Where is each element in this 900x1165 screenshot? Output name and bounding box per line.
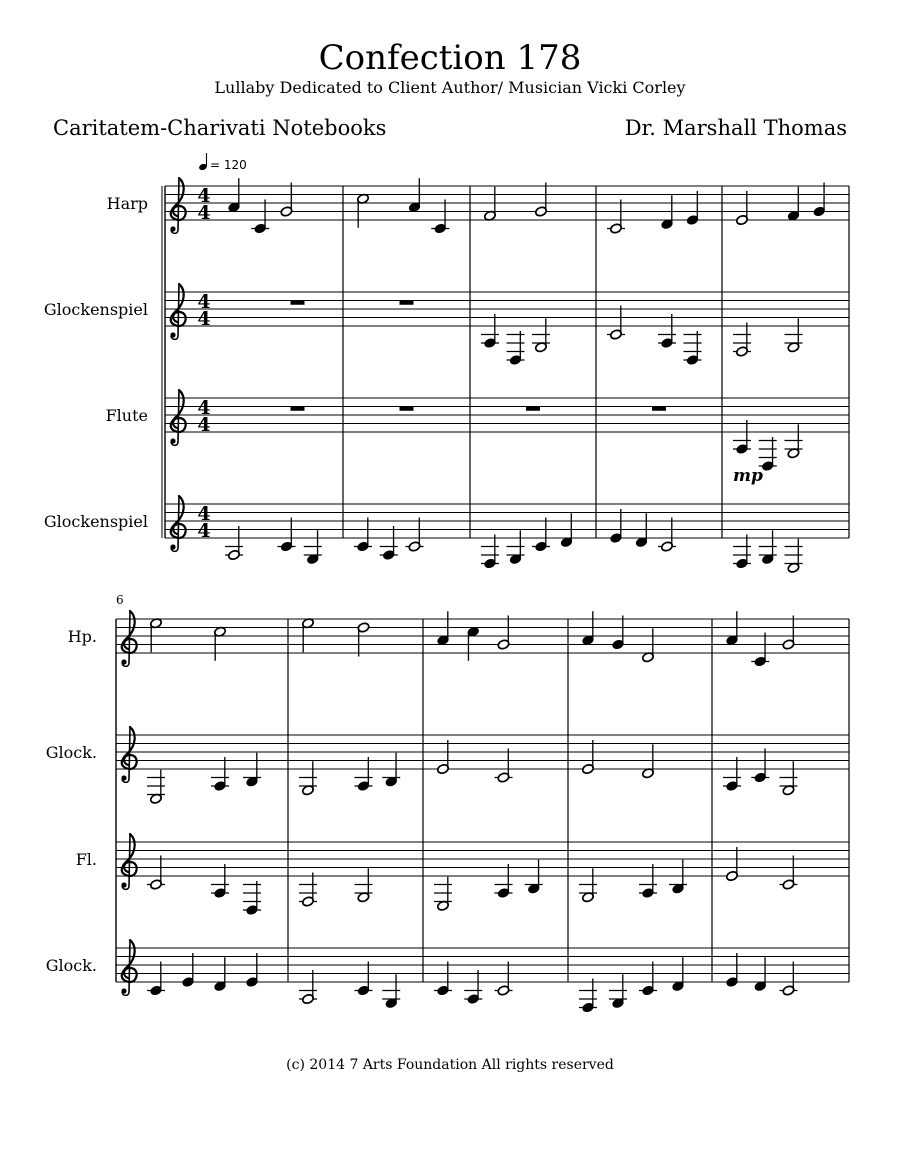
half-note xyxy=(780,761,798,796)
quarter-note xyxy=(733,535,751,570)
half-note xyxy=(299,761,317,796)
half-note xyxy=(579,868,597,903)
quarter-note xyxy=(228,178,241,213)
quarter-note xyxy=(525,860,543,895)
quarter-note xyxy=(610,509,623,544)
time-signature-top: 4 xyxy=(197,291,211,313)
whole-rest xyxy=(291,407,305,411)
time-signature-bottom: 4 xyxy=(197,308,211,330)
publisher-label: Caritatem-Charivati Notebooks xyxy=(53,116,387,140)
half-note xyxy=(642,628,655,663)
quarter-note xyxy=(672,957,685,992)
quarter-note xyxy=(579,979,597,1014)
half-note xyxy=(495,962,513,997)
quarter-note xyxy=(211,864,229,899)
quarter-note xyxy=(639,962,657,997)
half-note xyxy=(607,306,625,341)
quarter-note xyxy=(211,757,229,792)
quarter-note xyxy=(635,513,648,548)
quarter-note xyxy=(182,953,195,988)
half-note xyxy=(785,539,803,574)
quarter-note xyxy=(684,331,702,366)
quarter-note xyxy=(759,530,777,565)
quarter-note xyxy=(251,200,269,235)
quarter-note xyxy=(507,331,525,366)
instrument-name: Glockenspiel xyxy=(43,512,148,531)
half-note xyxy=(497,616,510,651)
time-signature-bottom: 4 xyxy=(197,414,211,436)
quarter-note xyxy=(147,962,165,997)
half-note xyxy=(532,318,550,353)
half-note xyxy=(495,749,513,784)
half-note xyxy=(357,622,370,657)
instrument-name: Glockenspiel xyxy=(43,300,148,319)
quarter-note xyxy=(434,962,452,997)
dynamic-mark: mp xyxy=(733,466,763,486)
quarter-note xyxy=(467,626,480,661)
whole-rest xyxy=(291,301,305,305)
quarter-note xyxy=(639,864,657,899)
quarter-note xyxy=(304,530,322,565)
half-note xyxy=(780,856,798,891)
quarter-note xyxy=(246,953,259,988)
quarter-note xyxy=(437,611,450,646)
quarter-note xyxy=(408,178,421,213)
quarter-note xyxy=(382,753,400,788)
score-title: Confection 178 xyxy=(318,38,582,78)
quarter-note xyxy=(354,518,372,553)
quarter-note xyxy=(481,314,499,349)
instrument-name: Harp xyxy=(106,194,148,213)
time-signature-top: 4 xyxy=(197,397,211,419)
instrument-name: Flute xyxy=(105,406,148,425)
quarter-note xyxy=(813,183,826,218)
quarter-note xyxy=(723,757,741,792)
quarter-note xyxy=(481,535,499,570)
instrument-name: Glock. xyxy=(45,956,97,975)
half-note xyxy=(484,187,497,222)
half-note xyxy=(607,200,625,235)
quarter-note xyxy=(661,195,674,230)
half-note xyxy=(225,526,243,561)
quarter-note xyxy=(751,633,769,668)
half-note xyxy=(147,856,165,891)
half-note xyxy=(434,877,452,912)
whole-rest xyxy=(400,301,414,305)
quarter-note xyxy=(609,974,627,1009)
half-note xyxy=(733,323,751,358)
half-note xyxy=(299,873,317,908)
quarter-note xyxy=(355,962,373,997)
half-note xyxy=(785,424,803,459)
instrument-name: Fl. xyxy=(75,850,97,869)
quarter-note xyxy=(582,611,595,646)
quarter-note xyxy=(686,191,699,226)
half-note xyxy=(726,847,739,882)
quarter-note xyxy=(243,753,261,788)
quarter-note xyxy=(507,530,525,565)
quarter-note xyxy=(751,749,769,784)
quarter-note xyxy=(243,881,261,916)
half-note xyxy=(437,740,450,775)
composer-label: Dr. Marshall Thomas xyxy=(624,116,847,140)
quarter-note xyxy=(726,611,739,646)
half-note xyxy=(355,868,373,903)
half-note xyxy=(658,518,676,553)
quarter-note xyxy=(355,757,373,792)
whole-rest xyxy=(652,407,666,411)
time-signature-top: 4 xyxy=(197,185,211,207)
quarter-note xyxy=(658,314,676,349)
time-signature-bottom: 4 xyxy=(197,520,211,542)
quarter-note xyxy=(669,860,687,895)
half-note xyxy=(214,626,227,661)
half-note xyxy=(299,970,317,1005)
half-note xyxy=(357,193,370,228)
instrument-name: Glock. xyxy=(45,743,97,762)
half-note xyxy=(736,191,749,226)
half-note xyxy=(535,183,548,218)
tempo-marking xyxy=(198,153,247,172)
measure-number: 6 xyxy=(116,593,124,607)
time-signature-bottom: 4 xyxy=(197,202,211,224)
quarter-note xyxy=(495,864,513,899)
tempo-value: = 120 xyxy=(210,158,247,172)
quarter-note xyxy=(214,957,227,992)
quarter-note xyxy=(278,518,296,553)
quarter-note xyxy=(380,526,398,561)
copyright-notice: (c) 2014 7 Arts Foundation All rights reserved xyxy=(286,1057,614,1073)
half-note xyxy=(642,744,655,779)
half-note xyxy=(302,618,315,653)
quarter-note xyxy=(733,420,751,455)
quarter-note xyxy=(431,200,449,235)
whole-rest xyxy=(400,407,414,411)
whole-rest xyxy=(526,407,540,411)
half-note xyxy=(150,618,163,653)
quarter-note xyxy=(787,187,800,222)
quarter-note xyxy=(560,513,573,548)
quarter-note xyxy=(754,957,767,992)
half-note xyxy=(147,770,165,805)
half-note xyxy=(785,318,803,353)
half-note xyxy=(582,740,595,775)
half-note xyxy=(780,962,798,997)
quarter-note xyxy=(382,974,400,1009)
half-note xyxy=(782,616,795,651)
quarter-note xyxy=(726,953,739,988)
half-note xyxy=(280,183,293,218)
time-signature-top: 4 xyxy=(197,503,211,525)
instrument-name: Hp. xyxy=(67,627,97,646)
half-note xyxy=(406,518,424,553)
quarter-note xyxy=(532,518,550,553)
score-subtitle: Lullaby Dedicated to Client Author/ Musician Vicki Corley xyxy=(214,78,686,97)
quarter-note xyxy=(612,616,625,651)
quarter-note xyxy=(464,970,482,1005)
